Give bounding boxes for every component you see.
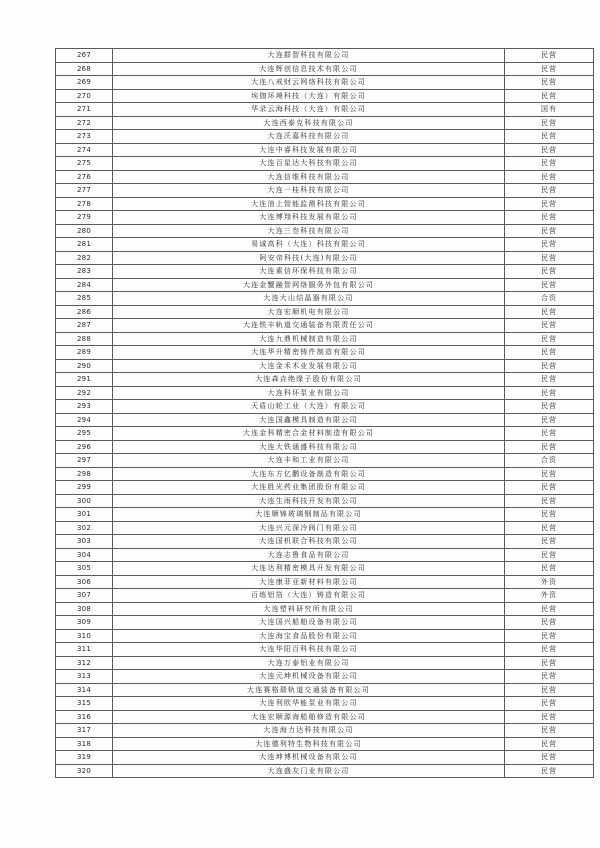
ownership-type: 外资 <box>505 575 594 589</box>
table-row <box>56 643 594 657</box>
company-name: 大连一桂科技有限公司 <box>113 184 505 198</box>
table-body <box>56 49 594 778</box>
ownership-type: 民营 <box>505 130 594 144</box>
row-number: 314 <box>56 683 113 697</box>
company-name: 大连辉创信息技术有限公司 <box>113 62 505 76</box>
company-name: 大连铁丰轨道交通装备有限责任公司 <box>113 319 505 333</box>
ownership-type: 国有 <box>505 103 594 117</box>
company-name: 大连国鑫模具制造有限公司 <box>113 413 505 427</box>
table-row <box>56 616 594 630</box>
company-name: 大连油上智能监测科技有限公司 <box>113 197 505 211</box>
ownership-type: 民营 <box>505 724 594 738</box>
ownership-type: 民营 <box>505 481 594 495</box>
table-row <box>56 265 594 279</box>
company-name: 大连国兴船舶设备有限公司 <box>113 616 505 630</box>
ownership-type: 民营 <box>505 697 594 711</box>
row-number: 301 <box>56 508 113 522</box>
row-number: 317 <box>56 724 113 738</box>
ownership-type: 民营 <box>505 440 594 454</box>
table-row <box>56 359 594 373</box>
company-name: 大连中睿科技发展有限公司 <box>113 143 505 157</box>
table-row <box>56 589 594 603</box>
row-number: 284 <box>56 278 113 292</box>
row-number: 295 <box>56 427 113 441</box>
table-row <box>56 548 594 562</box>
company-name: 大连德利特生物科技有限公司 <box>113 737 505 751</box>
ownership-type: 民营 <box>505 548 594 562</box>
company-name: 大连八戒财云网络科技有限公司 <box>113 76 505 90</box>
ownership-type: 民营 <box>505 211 594 225</box>
ownership-type: 民营 <box>505 427 594 441</box>
table-row <box>56 319 594 333</box>
ownership-type: 民营 <box>505 49 594 63</box>
company-name: 大连宏顺机电有限公司 <box>113 305 505 319</box>
company-name: 天盾山轮工业（大连）有限公司 <box>113 400 505 414</box>
table-row <box>56 602 594 616</box>
ownership-type: 民营 <box>505 629 594 643</box>
table-row <box>56 467 594 481</box>
ownership-type: 民营 <box>505 683 594 697</box>
table-row <box>56 413 594 427</box>
row-number: 283 <box>56 265 113 279</box>
ownership-type: 民营 <box>505 656 594 670</box>
company-name: 大连海宝食品股份有限公司 <box>113 629 505 643</box>
company-name: 大连素信环保科技有限公司 <box>113 265 505 279</box>
company-name: 大连康菲亚新材料有限公司 <box>113 575 505 589</box>
row-number: 300 <box>56 494 113 508</box>
ownership-type: 民营 <box>505 265 594 279</box>
ownership-type: 民营 <box>505 751 594 765</box>
company-name: 大连金禾木业发展有限公司 <box>113 359 505 373</box>
company-name: 大连华阳百科科技有限公司 <box>113 643 505 657</box>
table-row <box>56 143 594 157</box>
company-name: 大连金蟹融智网络服务外包有限公司 <box>113 278 505 292</box>
table-row <box>56 238 594 252</box>
ownership-type: 民营 <box>505 332 594 346</box>
row-number: 267 <box>56 49 113 63</box>
table-row <box>56 62 594 76</box>
row-number: 299 <box>56 481 113 495</box>
ownership-type: 民营 <box>505 305 594 319</box>
row-number: 274 <box>56 143 113 157</box>
ownership-type: 民营 <box>505 521 594 535</box>
ownership-type: 民营 <box>505 76 594 90</box>
table-row <box>56 724 594 738</box>
ownership-type: 民营 <box>505 373 594 387</box>
company-name: 阿安帝科技(大连)有限公司 <box>113 251 505 265</box>
company-name: 大连元坤机械设备有限公司 <box>113 670 505 684</box>
company-name: 大连华升精密铸件制造有限公司 <box>113 346 505 360</box>
company-table <box>55 48 594 778</box>
table-row <box>56 751 594 765</box>
table-row <box>56 157 594 171</box>
table-row <box>56 89 594 103</box>
ownership-type: 民营 <box>505 413 594 427</box>
row-number: 306 <box>56 575 113 589</box>
row-number: 279 <box>56 211 113 225</box>
row-number: 282 <box>56 251 113 265</box>
company-name: 大连坤博机械设备有限公司 <box>113 751 505 765</box>
ownership-type: 民营 <box>505 616 594 630</box>
table-row <box>56 292 594 306</box>
row-number: 313 <box>56 670 113 684</box>
table-row <box>56 400 594 414</box>
row-number: 285 <box>56 292 113 306</box>
table-row <box>56 521 594 535</box>
table-row <box>56 103 594 117</box>
row-number: 309 <box>56 616 113 630</box>
table-row <box>56 440 594 454</box>
ownership-type: 民营 <box>505 224 594 238</box>
ownership-type: 民营 <box>505 737 594 751</box>
row-number: 307 <box>56 589 113 603</box>
table-row <box>56 305 594 319</box>
ownership-type: 民营 <box>505 643 594 657</box>
ownership-type: 民营 <box>505 562 594 576</box>
ownership-type: 民营 <box>505 670 594 684</box>
ownership-type: 民营 <box>505 400 594 414</box>
company-name: 埃伽环境科技（大连）有限公司 <box>113 89 505 103</box>
table-row <box>56 49 594 63</box>
row-number: 271 <box>56 103 113 117</box>
ownership-type: 民营 <box>505 508 594 522</box>
company-name: 大连宏顺源海船舶修造有限公司 <box>113 710 505 724</box>
table-row <box>56 670 594 684</box>
ownership-type: 民营 <box>505 386 594 400</box>
row-number: 297 <box>56 454 113 468</box>
table-row <box>56 710 594 724</box>
company-name: 大连沃嘉科技有限公司 <box>113 130 505 144</box>
ownership-type: 民营 <box>505 157 594 171</box>
table-row <box>56 130 594 144</box>
company-name: 大连胜光药业集团股份有限公司 <box>113 481 505 495</box>
company-name: 大连九鼎机械制造有限公司 <box>113 332 505 346</box>
ownership-type: 合资 <box>505 292 594 306</box>
ownership-type: 民营 <box>505 278 594 292</box>
company-name: 大连群智科技有限公司 <box>113 49 505 63</box>
row-number: 278 <box>56 197 113 211</box>
table-row <box>56 373 594 387</box>
company-name: 大连西泰克科技有限公司 <box>113 116 505 130</box>
row-number: 318 <box>56 737 113 751</box>
table-row <box>56 737 594 751</box>
ownership-type: 民营 <box>505 346 594 360</box>
table-row <box>56 575 594 589</box>
table-row <box>56 346 594 360</box>
ownership-type: 民营 <box>505 359 594 373</box>
row-number: 277 <box>56 184 113 198</box>
row-number: 303 <box>56 535 113 549</box>
row-number: 312 <box>56 656 113 670</box>
company-name: 大连国机联合科技有限公司 <box>113 535 505 549</box>
ownership-type: 民营 <box>505 116 594 130</box>
table-row <box>56 211 594 225</box>
row-number: 290 <box>56 359 113 373</box>
company-name: 百练铝箔（大连）铸造有限公司 <box>113 589 505 603</box>
row-number: 269 <box>56 76 113 90</box>
row-number: 273 <box>56 130 113 144</box>
ownership-type: 民营 <box>505 251 594 265</box>
table-row <box>56 427 594 441</box>
table-row <box>56 508 594 522</box>
company-name: 大连大山结晶器有限公司 <box>113 292 505 306</box>
company-name: 大连利欧华能泵业有限公司 <box>113 697 505 711</box>
table-row <box>56 562 594 576</box>
table-row <box>56 656 594 670</box>
table-row <box>56 224 594 238</box>
company-name: 大连百星达大科技有限公司 <box>113 157 505 171</box>
company-name: 大连科环泵业有限公司 <box>113 386 505 400</box>
table-row <box>56 76 594 90</box>
ownership-type: 民营 <box>505 535 594 549</box>
ownership-type: 民营 <box>505 710 594 724</box>
company-name: 大连大铁通盛科技有限公司 <box>113 440 505 454</box>
ownership-type: 民营 <box>505 89 594 103</box>
row-number: 272 <box>56 116 113 130</box>
table-row <box>56 184 594 198</box>
row-number: 275 <box>56 157 113 171</box>
ownership-type: 民营 <box>505 238 594 252</box>
company-name: 大连信维科技有限公司 <box>113 170 505 184</box>
company-name: 大连达利精密模具开发有限公司 <box>113 562 505 576</box>
table-row <box>56 170 594 184</box>
company-name: 易诚高科（大连）科技有限公司 <box>113 238 505 252</box>
ownership-type: 民营 <box>505 184 594 198</box>
company-name: 大连博翔科技发展有限公司 <box>113 211 505 225</box>
table-row <box>56 535 594 549</box>
ownership-type: 外资 <box>505 589 594 603</box>
company-name: 大连金科精密合金材料制造有限公司 <box>113 427 505 441</box>
company-name: 大连赛格瑞轨道交通装备有限公司 <box>113 683 505 697</box>
row-number: 304 <box>56 548 113 562</box>
company-name: 华录云海科技（大连）有限公司 <box>113 103 505 117</box>
company-name: 大连三叁科技有限公司 <box>113 224 505 238</box>
table-row <box>56 197 594 211</box>
company-name: 大连森垚绝缘子股份有限公司 <box>113 373 505 387</box>
company-name: 大连万泰铝业有限公司 <box>113 656 505 670</box>
row-number: 268 <box>56 62 113 76</box>
row-number: 305 <box>56 562 113 576</box>
row-number: 294 <box>56 413 113 427</box>
company-name: 大连盛友门业有限公司 <box>113 764 505 778</box>
row-number: 291 <box>56 373 113 387</box>
row-number: 315 <box>56 697 113 711</box>
row-number: 292 <box>56 386 113 400</box>
ownership-type: 民营 <box>505 197 594 211</box>
table-row <box>56 683 594 697</box>
company-name: 大连海力达科技有限公司 <box>113 724 505 738</box>
ownership-type: 民营 <box>505 467 594 481</box>
row-number: 296 <box>56 440 113 454</box>
row-number: 310 <box>56 629 113 643</box>
row-number: 298 <box>56 467 113 481</box>
row-number: 293 <box>56 400 113 414</box>
row-number: 288 <box>56 332 113 346</box>
table-row <box>56 629 594 643</box>
table-row <box>56 386 594 400</box>
company-name: 大连顺锦玻璃钢制品有限公司 <box>113 508 505 522</box>
company-name: 大连东方亿鹏设备制造有限公司 <box>113 467 505 481</box>
table-row <box>56 251 594 265</box>
row-number: 302 <box>56 521 113 535</box>
row-number: 311 <box>56 643 113 657</box>
table-row <box>56 764 594 778</box>
ownership-type: 民营 <box>505 602 594 616</box>
row-number: 286 <box>56 305 113 319</box>
row-number: 316 <box>56 710 113 724</box>
company-name: 大连志鲁食品有限公司 <box>113 548 505 562</box>
row-number: 319 <box>56 751 113 765</box>
ownership-type: 民营 <box>505 494 594 508</box>
ownership-type: 民营 <box>505 62 594 76</box>
ownership-type: 民营 <box>505 170 594 184</box>
row-number: 281 <box>56 238 113 252</box>
row-number: 308 <box>56 602 113 616</box>
table-row <box>56 332 594 346</box>
row-number: 276 <box>56 170 113 184</box>
company-name: 大连塑料研究所有限公司 <box>113 602 505 616</box>
company-name: 大连丰和工业有限公司 <box>113 454 505 468</box>
row-number: 320 <box>56 764 113 778</box>
row-number: 287 <box>56 319 113 333</box>
ownership-type: 合资 <box>505 454 594 468</box>
table-row <box>56 454 594 468</box>
company-name: 大连兴元深冷阀门有限公司 <box>113 521 505 535</box>
ownership-type: 民营 <box>505 319 594 333</box>
table-row <box>56 494 594 508</box>
row-number: 270 <box>56 89 113 103</box>
table-row <box>56 116 594 130</box>
table-row <box>56 697 594 711</box>
row-number: 280 <box>56 224 113 238</box>
row-number: 289 <box>56 346 113 360</box>
ownership-type: 民营 <box>505 143 594 157</box>
company-name: 大连生雨科技开发有限公司 <box>113 494 505 508</box>
ownership-type: 民营 <box>505 764 594 778</box>
table-row <box>56 481 594 495</box>
table-row <box>56 278 594 292</box>
